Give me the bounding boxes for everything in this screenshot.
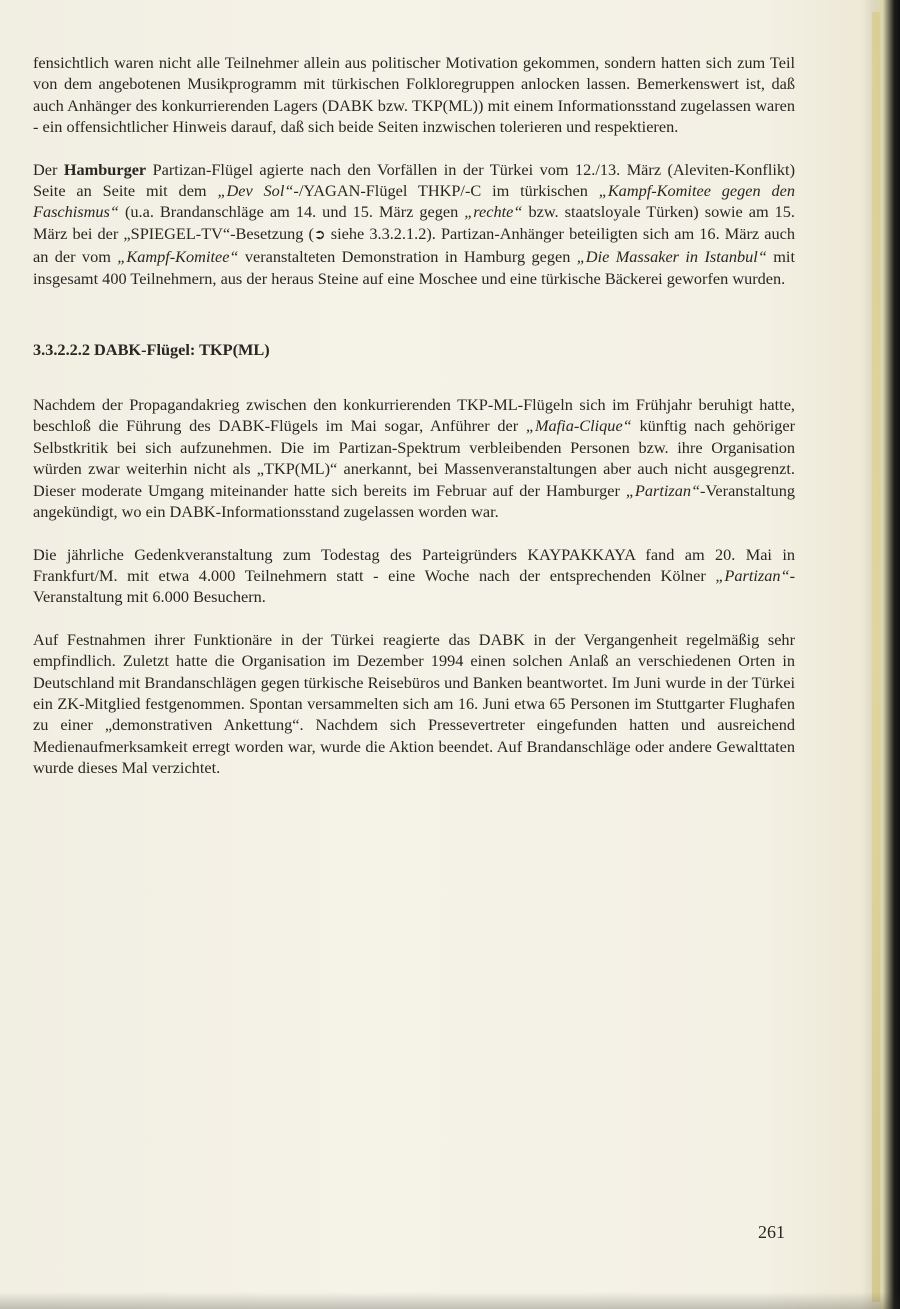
paragraph-4 xyxy=(33,544,795,608)
paragraph-2 xyxy=(33,159,795,289)
text-run: Nachdem der Propagandakrieg zwischen den konkurrierenden TKP-ML-Flügeln sich im Frühjahr beruhigt hatte, beschloß die Führung des DABK-Flügels im Mai sogar, Anführer der xyxy=(33,395,795,436)
text-run: -/YAGAN-Flügel THKP/-C im türkischen xyxy=(293,181,599,201)
italic-run: „Die Massaker in Istanbul“ xyxy=(576,247,767,267)
italic-run: „Kampf-Komitee“ xyxy=(117,247,239,267)
text-run: -Veranstaltung mit 6.000 Besuchern. xyxy=(33,565,795,607)
italic-run: „Mafia-Clique“ xyxy=(525,416,632,436)
page-number: 261 xyxy=(758,1222,785,1242)
italic-run: „Partizan“ xyxy=(625,480,701,500)
text-run: bzw. staatsloyale Türken) sowie am 15. März bei der „SPIEGEL-TV“-Besetzung ( xyxy=(33,202,795,243)
page-content xyxy=(33,52,795,779)
cross-reference-arrow-icon: ➲ xyxy=(313,226,326,243)
paragraph-1: fensichtlich waren nicht alle Teilnehmer allein aus politischer Motivation gekommen, sondern hatten sich zum Teil von dem angebotenen Musikprogramm mit türkischen Folkloregruppen anlocken lassen. Bemerkenswert ist, daß auch Anhänger des konkurrierenden Lagers (DABK bzw. TKP(ML)) mit einem Informationsstand zugelassen waren - ein offensichtlicher Hinweis darauf, daß sich beide Seiten inzwischen tolerieren und respektieren. xyxy=(33,53,795,137)
text-run: mit insgesamt 400 Teilnehmern, aus der heraus Steine auf eine Moschee und eine türkische Bäckerei geworfen wurden. xyxy=(33,247,795,288)
paragraph-3 xyxy=(33,394,795,522)
page-binding-edge xyxy=(872,12,880,1302)
page-binding-shadow xyxy=(862,0,900,1309)
paragraph-5: Auf Festnahmen ihrer Funktionäre in der Türkei reagierte das DABK in der Vergangenheit regelmäßig sehr empfindlich. Zuletzt hatte die Organisation im Dezember 1994 einen solchen Anlaß an verschiedenen Orten in Deutschland mit Brandanschlägen gegen türkische Reisebüros und Banken beantwortet. Im Juni wurde in der Türkei ein ZK-Mitglied festgenommen. Spontan versammelten sich am 16. Juni etwa 65 Personen im Stuttgarter Flughafen zu einer „demonstrativen Ankettung“. Nachdem sich Pressevertreter eingefunden hatten und ausreichend Medienaufmerksamkeit erregt worden war, wurde die Aktion beendet. Auf Brandanschläge oder andere Gewalttaten wurde dieses Mal verzichtet. xyxy=(33,629,795,778)
text-run: Die jährliche Gedenkveranstaltung zum Todestag des Parteigründers KAYPAKKAYA fand am 20. Mai in Frankfurt/M. mit etwa 4.000 Teilnehmern statt - eine Woche nach der entsprechenden Kölner xyxy=(33,544,795,585)
italic-run: „Kampf-Komitee gegen den Faschismus“ xyxy=(33,181,795,222)
text-run: künftig nach gehöriger Selbstkritik bei sich aufzunehmen. Die im Partizan-Spektrum verbleibenden Personen bzw. ihre Organisation würden zwar weiterhin nicht als „TKP(ML)“ anerkannt, bei Massenveranstaltungen aber auch nicht ausgegrenzt. Dieser moderate Umgang miteinander hatte sich bereits im Februar auf der Hamburger xyxy=(33,416,796,500)
text-run: (u.a. Brandanschläge am 14. und 15. März gegen xyxy=(118,202,465,222)
italic-run: „rechte“ xyxy=(464,202,523,222)
page-bottom-shadow xyxy=(0,1292,900,1309)
section-heading: 3.3.2.2.2 DABK-Flügel: TKP(ML) xyxy=(33,340,270,360)
text-run: Der xyxy=(33,159,64,179)
text-run: veranstalteten Demonstration in Hamburg gegen xyxy=(238,247,577,267)
bold-run: Hamburger xyxy=(63,159,147,179)
italic-run: „Partizan“ xyxy=(715,565,790,585)
text-run: -Veranstaltung angekündigt, wo ein DABK-Informationsstand zugelassen worden war. xyxy=(33,480,795,522)
text-run: siehe 3.3.2.1.2). Partizan-Anhänger beteiligten sich am 16. März auch an der vom xyxy=(33,223,795,267)
italic-run: „Dev Sol“ xyxy=(217,181,294,201)
text-run: Partizan-Flügel agierte nach den Vorfällen in der Türkei vom 12./13. März (Aleviten-Konflikt) Seite an Seite mit dem xyxy=(33,159,795,201)
